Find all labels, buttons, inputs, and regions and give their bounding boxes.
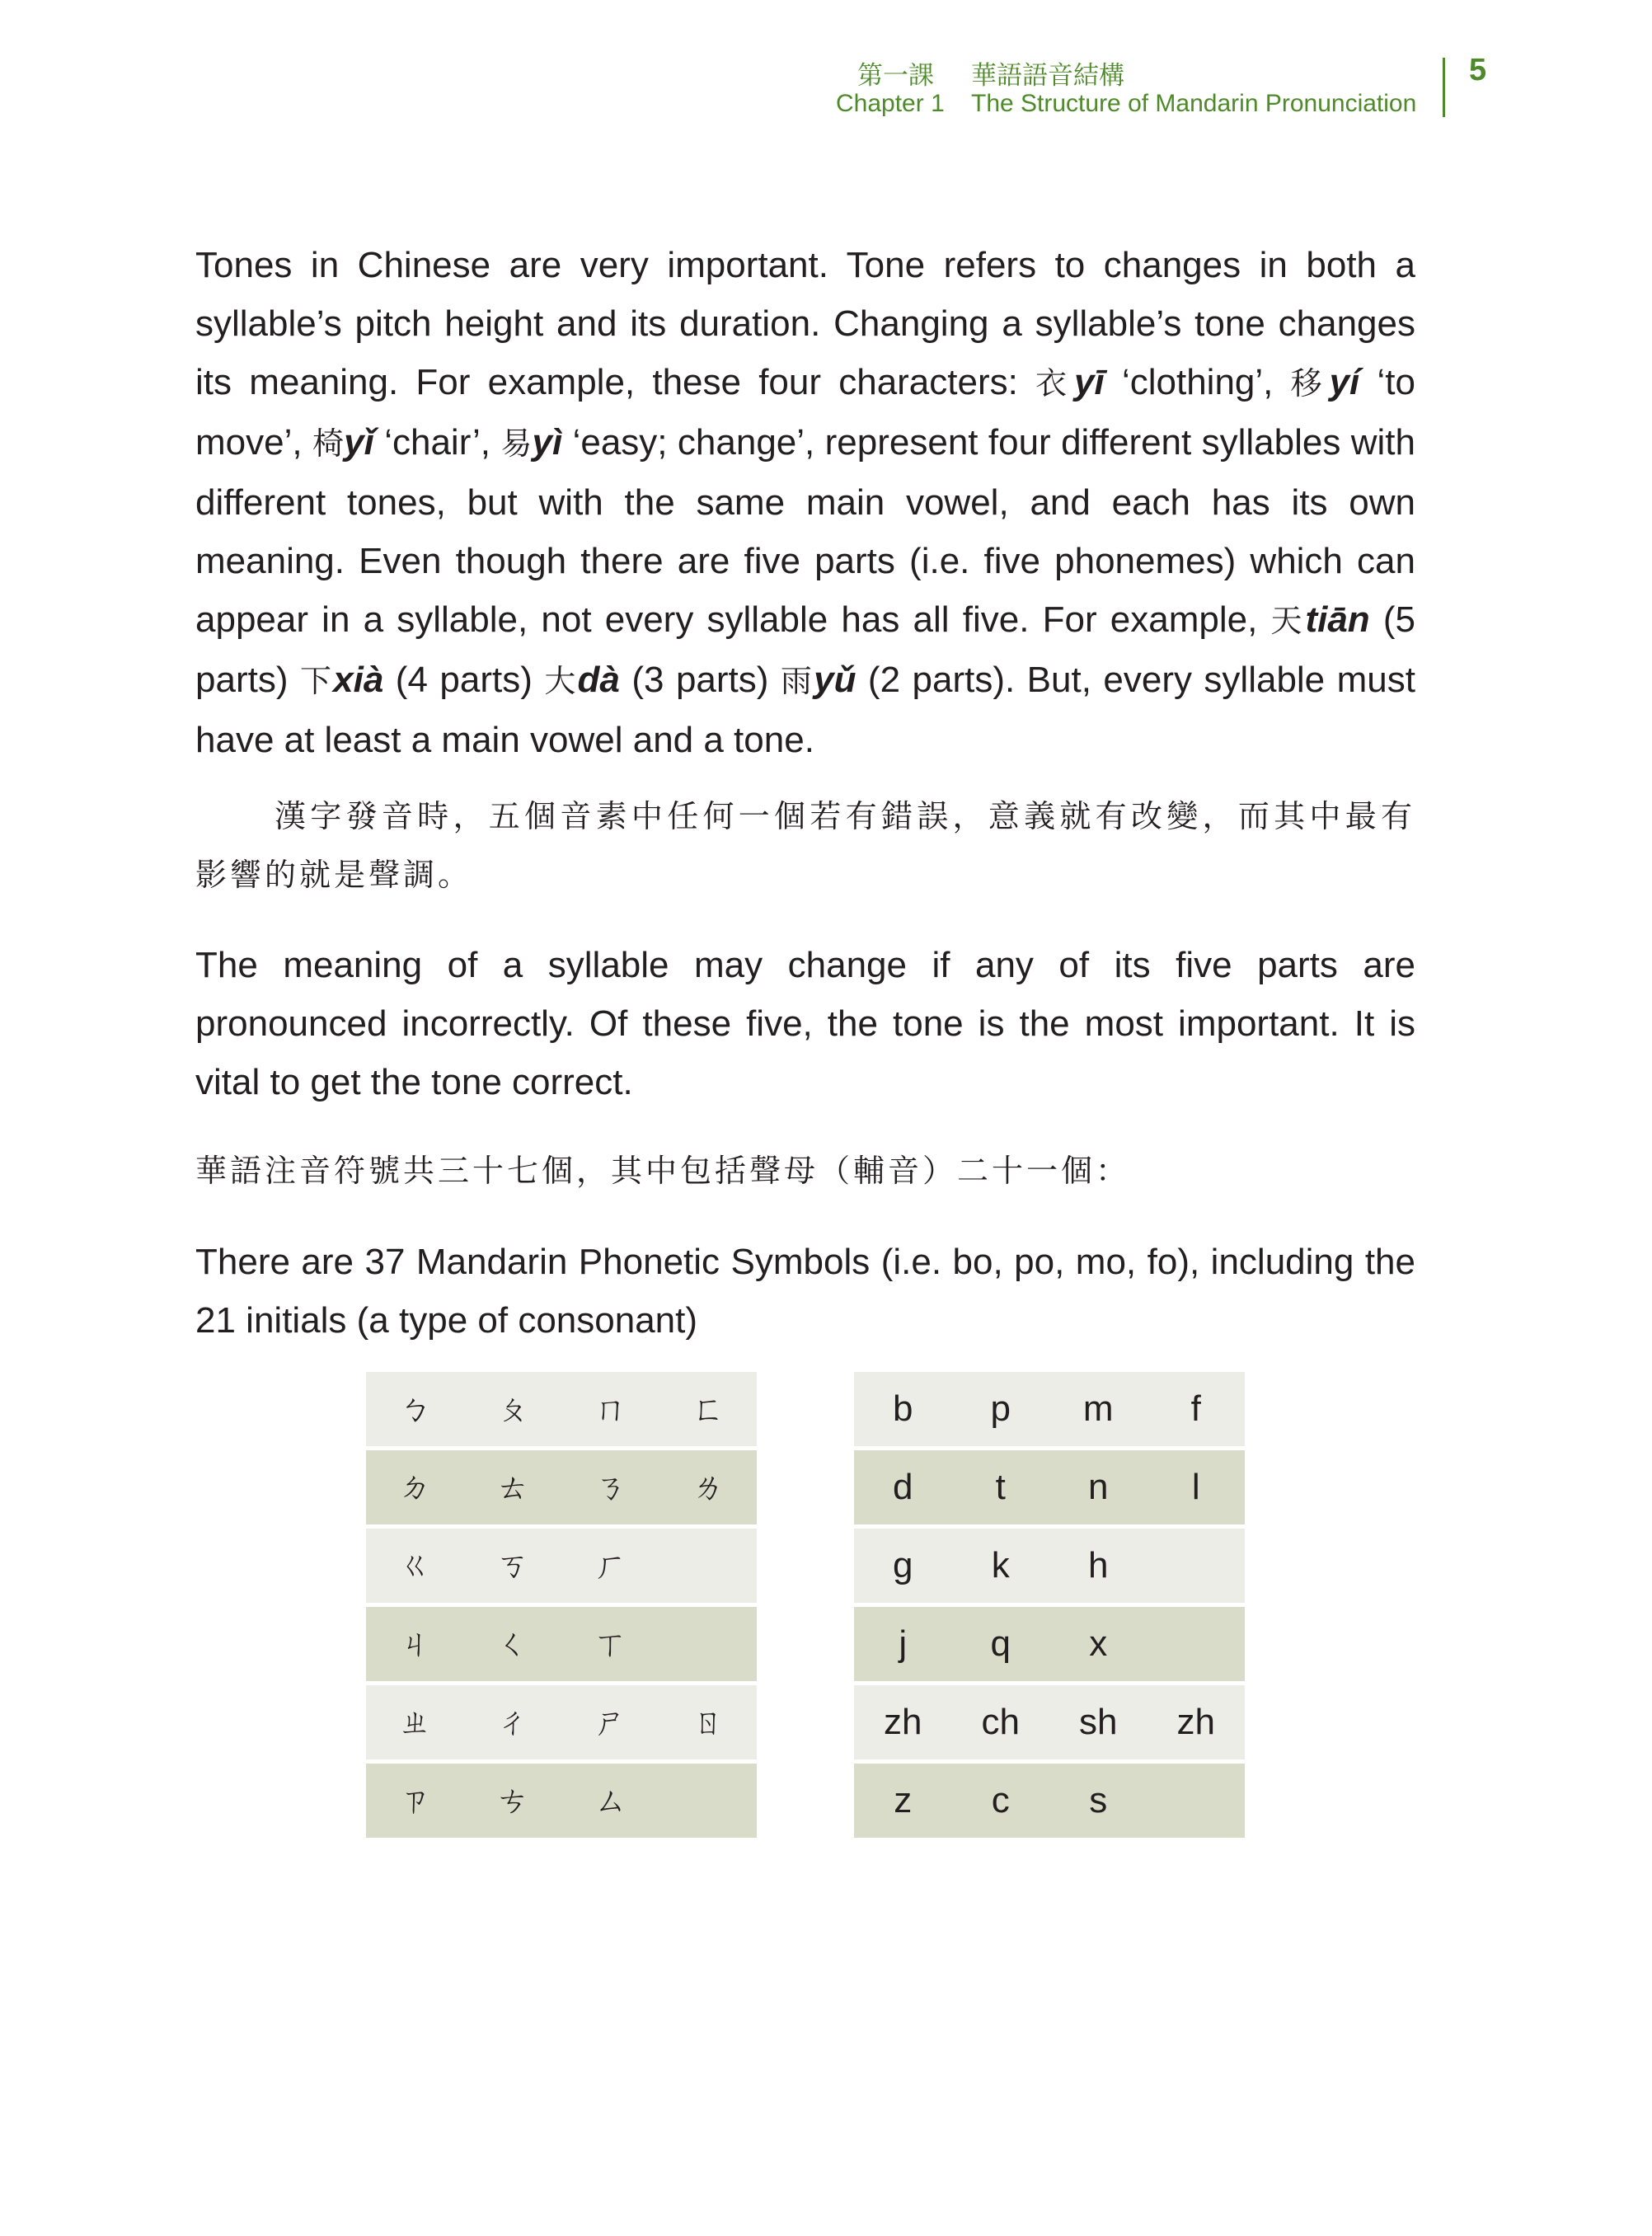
zhuyin-cell: ㄈ (691, 1390, 725, 1428)
example-pinyin: dà (577, 660, 620, 700)
zhuyin-cell: ㄔ (495, 1703, 529, 1741)
table-row (854, 1529, 1245, 1603)
paragraph-meaning-english: The meaning of a syllable may change if any of its five parts are pronounced incorrectly. Of these five, the tone is the most important. It is vital to get the tone correct. (195, 945, 1415, 1102)
zhuyin-cell: ㄑ (495, 1625, 529, 1663)
zhuyin-cell: ㄒ (594, 1625, 627, 1663)
example-pinyin: xià (333, 660, 384, 700)
table-row (366, 1685, 757, 1759)
paragraph-symbols-english: There are 37 Mandarin Phonetic Symbols (i.e. bo, po, mo, fo), including the 21 initials (a type of consonant) (195, 1242, 1415, 1341)
example-character: 雨 (780, 663, 814, 699)
pinyin-cell: s (1089, 1780, 1108, 1820)
table-row (854, 1372, 1245, 1446)
pinyin-cell: m (1082, 1388, 1114, 1429)
pinyin-cell (1147, 1529, 1246, 1603)
pinyin-cell (1147, 1764, 1246, 1838)
paragraph-tones-english: Tones in Chinese are very important. Tone refers to changes in both a syllable’s pitch height and its duration. Changing a syllable’s tone changes its meaning. For example, these four characters: 衣yī ‘clothing’, 移yí ‘to move’, 椅yǐ ‘chair’, 易yì ‘easy; change’, represent four different syllables with different tones, but with the same main vowel, and each has its own meaning. Even though there are five parts (i.e. five phonemes) which can appear in a syllable, not every syllable has all five. For example, 天tiān (5 parts) 下xià (4 parts) 大dà (3 parts) 雨yǔ (2 parts). But, every syllable must have at least a main vowel and a tone. (195, 245, 1415, 760)
example-character: 椅 (312, 425, 345, 462)
pinyin-cell: q (990, 1623, 1011, 1664)
page-number: 5 (1469, 53, 1487, 87)
example-pinyin: yī (1074, 362, 1105, 402)
table-row (366, 1529, 757, 1603)
pinyin-cell (1147, 1607, 1246, 1681)
table-row (854, 1607, 1245, 1681)
zhuyin-initials-table (366, 1372, 757, 1842)
header-divider (1443, 58, 1445, 117)
pinyin-cell: k (991, 1545, 1010, 1585)
table-row (366, 1607, 757, 1681)
pinyin-cell: l (1191, 1467, 1200, 1507)
zhuyin-cell: ㄘ (495, 1782, 529, 1820)
example-character: 大 (544, 663, 578, 699)
pinyin-cell: zh (1176, 1702, 1215, 1742)
zhuyin-cell: ㄗ (398, 1782, 432, 1820)
pinyin-cell: z (894, 1780, 913, 1820)
chapter-title-english: The Structure of Mandarin Pronunciation (971, 90, 1417, 117)
example-pinyin: yǐ (344, 422, 374, 463)
pinyin-cell: x (1089, 1623, 1108, 1664)
zhuyin-cell: ㄅ (398, 1390, 432, 1428)
zhuyin-cell: ㄏ (594, 1547, 627, 1585)
pinyin-cell: p (990, 1388, 1011, 1429)
zhuyin-cell: ㄉ (398, 1468, 432, 1506)
pinyin-cell: sh (1079, 1702, 1118, 1742)
zhuyin-cell: ㄙ (594, 1782, 627, 1820)
table-row (854, 1685, 1245, 1759)
pinyin-cell: ch (981, 1702, 1020, 1742)
table-row (366, 1372, 757, 1446)
example-pinyin: yǔ (814, 660, 857, 700)
paragraph-tones-chinese: 漢字發音時，五個音素中任何一個若有錯誤，意義就有改變，而其中最有影響的就是聲調。 (195, 798, 1415, 893)
zhuyin-cell: ㄓ (398, 1703, 432, 1741)
pinyin-cell: zh (884, 1702, 922, 1742)
pinyin-initials-table (854, 1372, 1245, 1842)
paragraph-symbols-chinese: 華語注音符號共三十七個，其中包括聲母（輔音）二十一個： (195, 1153, 1131, 1189)
zhuyin-cell: ㄐ (398, 1625, 432, 1663)
pinyin-cell: b (893, 1388, 913, 1429)
chapter-label-english: Chapter 1 (836, 90, 945, 117)
zhuyin-cell: ㄕ (594, 1703, 627, 1741)
chapter-label-chinese: 第一課 (857, 61, 934, 91)
table-row (366, 1764, 757, 1838)
example-character: 天 (1270, 603, 1306, 639)
pinyin-cell: n (1088, 1467, 1109, 1507)
pinyin-cell: h (1088, 1545, 1109, 1585)
zhuyin-cell: ㄋ (594, 1468, 627, 1506)
zhuyin-cell (659, 1529, 758, 1603)
pinyin-cell: c (991, 1780, 1010, 1820)
zhuyin-cell: ㄎ (495, 1547, 529, 1585)
example-pinyin: yì (532, 422, 563, 463)
zhuyin-cell (659, 1607, 758, 1681)
zhuyin-cell (659, 1764, 758, 1838)
zhuyin-cell: ㄌ (691, 1468, 725, 1506)
example-pinyin: yí (1329, 362, 1360, 402)
example-character: 衣 (1035, 365, 1075, 402)
table-row (366, 1450, 757, 1524)
example-character: 易 (500, 425, 533, 462)
example-character: 下 (299, 663, 334, 699)
example-character: 移 (1290, 365, 1330, 402)
example-pinyin: tiān (1305, 599, 1370, 640)
pinyin-cell: f (1190, 1388, 1201, 1429)
zhuyin-cell: ㄖ (691, 1703, 725, 1741)
table-row (854, 1764, 1245, 1838)
chapter-title-chinese: 華語語音結構 (971, 61, 1124, 91)
table-row (854, 1450, 1245, 1524)
pinyin-cell: g (893, 1545, 913, 1585)
zhuyin-cell: ㄇ (594, 1390, 627, 1428)
pinyin-cell: j (899, 1623, 908, 1664)
zhuyin-cell: ㄍ (398, 1547, 432, 1585)
zhuyin-cell: ㄆ (495, 1390, 529, 1428)
pinyin-cell: t (995, 1467, 1006, 1507)
zhuyin-cell: ㄊ (495, 1468, 529, 1506)
pinyin-cell: d (893, 1467, 913, 1507)
